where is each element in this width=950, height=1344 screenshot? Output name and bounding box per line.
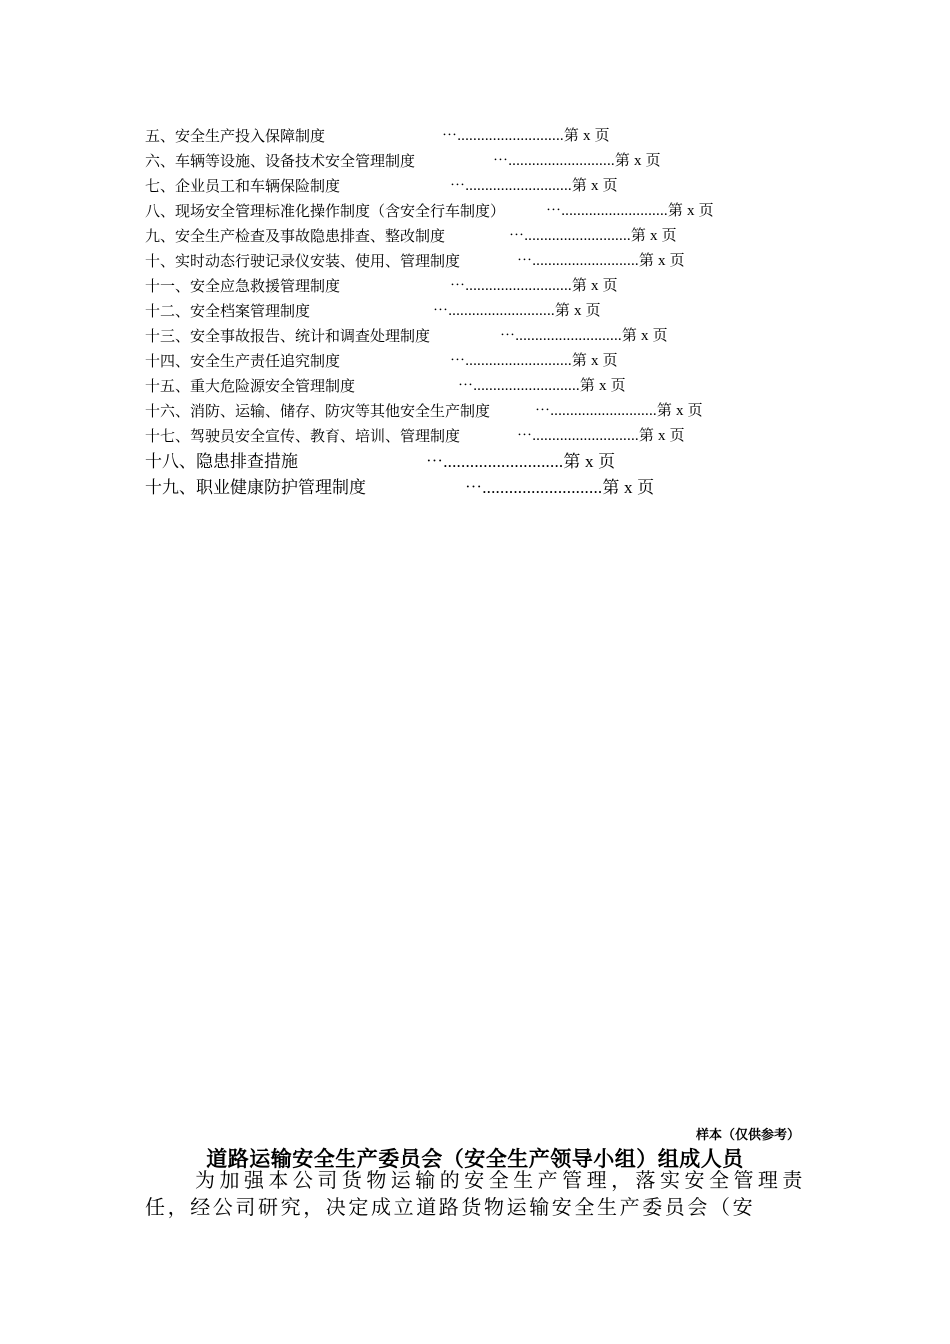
toc-leader-dots: ⋯........................... [546,203,668,219]
toc-item-page: 第 x 页 [563,128,610,144]
toc-item-leader [500,324,668,349]
toc-item-leader [546,199,714,224]
toc-leader-dots: ⋯........................... [493,153,615,169]
toc-item-page: 第 x 页 [656,403,703,419]
toc-item-title: 七、企业员工和车辆保险制度 [145,177,341,195]
toc-item-title: 十二、安全档案管理制度 [145,302,311,320]
toc-item-leader [493,149,661,174]
toc-leader-dots: ⋯........................... [535,403,657,419]
toc-item-leader [458,374,626,399]
toc-item-leader [509,224,677,249]
toc-leader-dots: ⋯........................... [450,178,572,194]
toc-item-page: 第 x 页 [579,378,626,394]
toc-leader-dots: ⋯........................... [426,452,564,471]
toc-item-page: 第 x 页 [638,428,685,444]
toc-item-title: 十八、隐患排查措施 [145,452,298,472]
toc-item-leader [465,475,654,501]
toc-item-leader [433,299,601,324]
toc-item-page: 第 x 页 [621,328,668,344]
toc-item-leader [426,449,615,475]
toc-leader-dots: ⋯........................... [442,128,564,144]
toc-item-title: 六、车辆等设施、设备技术安全管理制度 [145,152,416,170]
toc-leader-dots: ⋯........................... [517,428,639,444]
toc-leader-dots: ⋯........................... [458,378,580,394]
toc-item-title: 十五、重大危险源安全管理制度 [145,377,356,395]
toc-leader-dots: ⋯........................... [509,228,631,244]
sample-note: 样本（仅供参考） [695,1128,800,1143]
toc-leader-dots: ⋯........................... [500,328,622,344]
toc-item-leader [517,424,685,449]
toc-item-page: 第 x 页 [614,153,661,169]
toc-item-page: 第 x 页 [630,228,677,244]
toc-item-title: 十一、安全应急救援管理制度 [145,277,341,295]
toc-item-title: 五、安全生产投入保障制度 [145,127,326,145]
toc-item-title: 十、实时动态行驶记录仪安装、使用、管理制度 [145,252,461,270]
toc-item-title: 九、安全生产检查及事故隐患排查、整改制度 [145,227,446,245]
toc-item-leader [450,174,618,199]
toc-item-title: 八、现场安全管理标准化操作制度（含安全行车制度） [145,202,506,220]
toc-item-page: 第 x 页 [602,478,655,497]
toc-item-page: 第 x 页 [571,278,618,294]
toc-item-leader [450,274,618,299]
toc-item-leader [450,349,618,374]
toc-item-page: 第 x 页 [571,178,618,194]
toc-item-page: 第 x 页 [554,303,601,319]
toc-item-title: 十七、驾驶员安全宣传、教育、培训、管理制度 [145,427,461,445]
toc-item-page: 第 x 页 [638,253,685,269]
toc-item-title: 十六、消防、运输、储存、防灾等其他安全生产制度 [145,402,491,420]
toc-leader-dots: ⋯........................... [465,478,603,497]
page-title: 道路运输安全生产委员会（安全生产领导小组）组成人员 [206,1147,744,1171]
toc-item-title: 十四、安全生产责任追究制度 [145,352,341,370]
toc-item-title: 十三、安全事故报告、统计和调查处理制度 [145,327,431,345]
toc-leader-dots: ⋯........................... [517,253,639,269]
toc-item-page: 第 x 页 [667,203,714,219]
toc-leader-dots: ⋯........................... [433,303,555,319]
toc-item-leader [535,399,703,424]
toc-item-leader [442,124,610,149]
body-paragraph: 为加强本公司货物运输的安全生产管理，落实安全管理责任，经公司研究，决定成立道路货物运输安全生产委员会（安 [145,1168,805,1219]
toc-leader-dots: ⋯........................... [450,353,572,369]
toc-item-page: 第 x 页 [563,452,616,471]
toc-item-page: 第 x 页 [571,353,618,369]
toc-leader-dots: ⋯........................... [450,278,572,294]
toc-item-title: 十九、职业健康防护管理制度 [145,478,366,498]
toc-item-leader [517,249,685,274]
